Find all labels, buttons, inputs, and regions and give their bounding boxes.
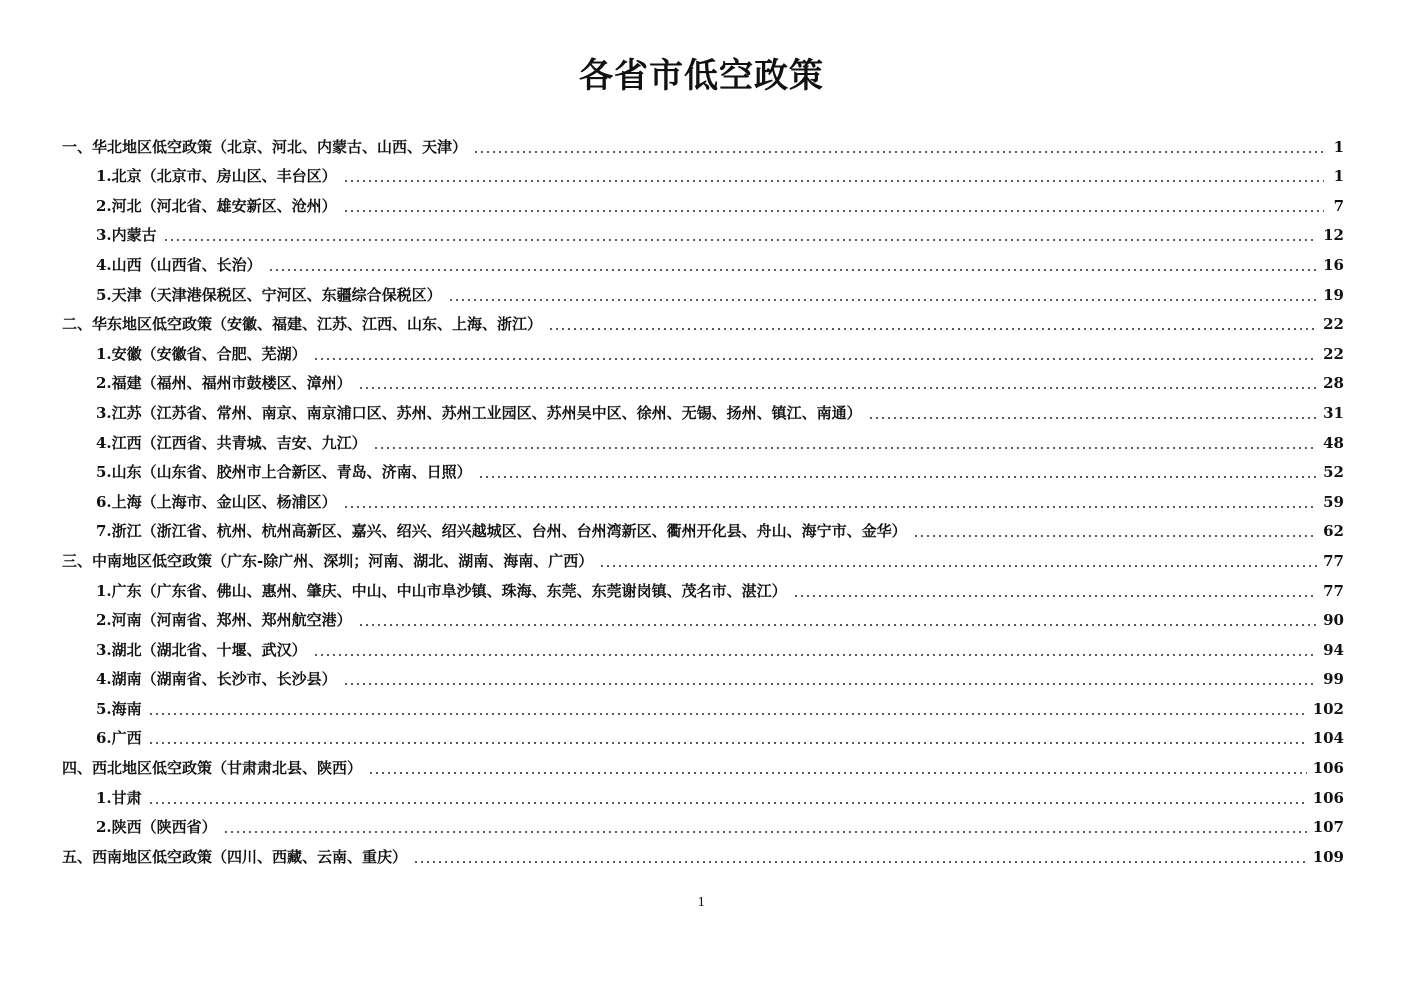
toc-entry-label: 一、华北地区低空政策（北京、河北、内蒙古、山西、天津） xyxy=(62,137,468,156)
toc-entry-page: 59 xyxy=(1323,492,1344,511)
dot-leader xyxy=(368,772,1307,774)
toc-entry-label: 3.江苏（江苏省、常州、南京、南京浦口区、苏州、苏州工业园区、苏州吴中区、徐州、无锡、扬州、镇江、南通） xyxy=(96,403,862,422)
dot-leader xyxy=(148,802,1307,804)
toc-subsection-entry[interactable] xyxy=(62,660,1344,690)
dot-leader xyxy=(163,239,1317,241)
toc-section-entry[interactable] xyxy=(62,127,1344,157)
toc-entry-label: 2.福建（福州、福州市鼓楼区、漳州） xyxy=(96,374,352,393)
dot-leader xyxy=(343,180,1324,182)
toc-entry-page: 1 xyxy=(1333,167,1344,186)
dot-leader xyxy=(478,476,1317,478)
toc-entry-page: 102 xyxy=(1312,699,1344,718)
toc-entry-label: 4.山西（山西省、长治） xyxy=(96,255,262,274)
dot-leader xyxy=(148,742,1307,744)
toc-entry-label: 2.陕西（陕西省） xyxy=(96,818,217,837)
toc-entry-page: 106 xyxy=(1312,788,1344,807)
toc-entry-page: 52 xyxy=(1323,463,1344,482)
dot-leader xyxy=(548,328,1317,330)
dot-leader xyxy=(343,506,1317,508)
dot-leader xyxy=(448,299,1317,301)
dot-leader xyxy=(413,861,1307,863)
toc-subsection-entry[interactable] xyxy=(62,778,1344,808)
toc-section-entry[interactable] xyxy=(62,305,1344,335)
toc-entry-label: 三、中南地区低空政策（广东-除广州、深圳；河南、湖北、湖南、海南、广西） xyxy=(62,551,594,570)
toc-entry-page: 90 xyxy=(1323,611,1344,630)
toc-entry-page: 104 xyxy=(1312,729,1344,748)
toc-subsection-entry[interactable] xyxy=(62,275,1344,305)
toc-entry-label: 2.河北（河北省、雄安新区、沧州） xyxy=(96,196,337,215)
toc-entry-label: 四、西北地区低空政策（甘肃肃北县、陕西） xyxy=(62,759,363,778)
toc-entry-label: 6.广西 xyxy=(96,729,142,748)
dot-leader xyxy=(868,417,1317,419)
toc-subsection-entry[interactable] xyxy=(62,423,1344,453)
toc-subsection-entry[interactable] xyxy=(62,482,1344,512)
toc-section-entry[interactable] xyxy=(62,748,1344,778)
dot-leader xyxy=(358,387,1317,389)
toc-entry-label: 3.内蒙古 xyxy=(96,226,157,245)
toc-entry-page: 22 xyxy=(1323,315,1344,334)
toc-subsection-entry[interactable] xyxy=(62,808,1344,838)
dot-leader xyxy=(148,713,1307,715)
toc-entry-label: 1.安徽（安徽省、合肥、芜湖） xyxy=(96,344,307,363)
toc-entry-page: 99 xyxy=(1323,670,1344,689)
dot-leader xyxy=(913,535,1317,537)
toc-entry-label: 4.湖南（湖南省、长沙市、长沙县） xyxy=(96,670,337,689)
dot-leader xyxy=(473,151,1324,153)
dot-leader xyxy=(343,683,1317,685)
toc-entry-label: 5.天津（天津港保税区、宁河区、东疆综合保税区） xyxy=(96,285,442,304)
toc-entry-page: 109 xyxy=(1312,847,1344,866)
table-of-contents xyxy=(62,127,1344,867)
toc-entry-label: 五、西南地区低空政策（四川、西藏、云南、重庆） xyxy=(62,847,408,866)
toc-entry-page: 77 xyxy=(1323,551,1344,570)
toc-entry-label: 二、华东地区低空政策（安徽、福建、江苏、江西、山东、上海、浙江） xyxy=(62,315,543,334)
toc-subsection-entry[interactable] xyxy=(62,719,1344,749)
toc-entry-page: 48 xyxy=(1323,433,1344,452)
toc-subsection-entry[interactable] xyxy=(62,601,1344,631)
toc-entry-label: 2.河南（河南省、郑州、郑州航空港） xyxy=(96,611,352,630)
toc-entry-page: 12 xyxy=(1323,226,1344,245)
toc-subsection-entry[interactable] xyxy=(62,571,1344,601)
toc-entry-label: 1.北京（北京市、房山区、丰台区） xyxy=(96,167,337,186)
toc-subsection-entry[interactable] xyxy=(62,245,1344,275)
page-number: 1 xyxy=(697,895,706,909)
toc-subsection-entry[interactable] xyxy=(62,689,1344,719)
toc-entry-page: 31 xyxy=(1323,403,1344,422)
dot-leader xyxy=(793,595,1317,597)
toc-entry-page: 7 xyxy=(1333,196,1344,215)
dot-leader xyxy=(599,565,1317,567)
toc-subsection-entry[interactable] xyxy=(62,364,1344,394)
toc-subsection-entry[interactable] xyxy=(62,186,1344,216)
toc-subsection-entry[interactable] xyxy=(62,393,1344,423)
dot-leader xyxy=(313,358,1317,360)
toc-section-entry[interactable] xyxy=(62,837,1344,867)
toc-entry-label: 6.上海（上海市、金山区、杨浦区） xyxy=(96,492,337,511)
toc-entry-page: 94 xyxy=(1323,640,1344,659)
page-title: 各省市低空政策 xyxy=(579,56,824,96)
dot-leader xyxy=(358,624,1317,626)
toc-entry-page: 19 xyxy=(1323,285,1344,304)
dot-leader xyxy=(373,447,1317,449)
toc-entry-page: 28 xyxy=(1323,374,1344,393)
toc-entry-label: 1.广东（广东省、佛山、惠州、肇庆、中山、中山市阜沙镇、珠海、东莞、东莞谢岗镇、茂名市、湛江） xyxy=(96,581,787,600)
dot-leader xyxy=(343,210,1324,212)
toc-entry-label: 5.海南 xyxy=(96,699,142,718)
toc-entry-page: 107 xyxy=(1312,818,1344,837)
toc-subsection-entry[interactable] xyxy=(62,334,1344,364)
dot-leader xyxy=(268,269,1317,271)
toc-entry-label: 3.湖北（湖北省、十堰、武汉） xyxy=(96,640,307,659)
toc-entry-page: 1 xyxy=(1333,137,1344,156)
toc-entry-label: 1.甘肃 xyxy=(96,788,142,807)
dot-leader xyxy=(313,654,1317,656)
toc-entry-page: 16 xyxy=(1323,255,1344,274)
toc-subsection-entry[interactable] xyxy=(62,630,1344,660)
toc-subsection-entry[interactable] xyxy=(62,157,1344,187)
toc-subsection-entry[interactable] xyxy=(62,512,1344,542)
toc-entry-page: 106 xyxy=(1312,759,1344,778)
dot-leader xyxy=(223,831,1307,833)
toc-entry-label: 4.江西（江西省、共青城、吉安、九江） xyxy=(96,433,367,452)
toc-entry-page: 22 xyxy=(1323,344,1344,363)
toc-subsection-entry[interactable] xyxy=(62,216,1344,246)
toc-entry-page: 77 xyxy=(1323,581,1344,600)
toc-subsection-entry[interactable] xyxy=(62,453,1344,483)
toc-section-entry[interactable] xyxy=(62,541,1344,571)
toc-entry-label: 5.山东（山东省、胶州市上合新区、青岛、济南、日照） xyxy=(96,463,472,482)
toc-entry-label: 7.浙江（浙江省、杭州、杭州高新区、嘉兴、绍兴、绍兴越城区、台州、台州湾新区、衢州开化县、舟山、海宁市、金华） xyxy=(96,522,907,541)
toc-entry-page: 62 xyxy=(1323,522,1344,541)
